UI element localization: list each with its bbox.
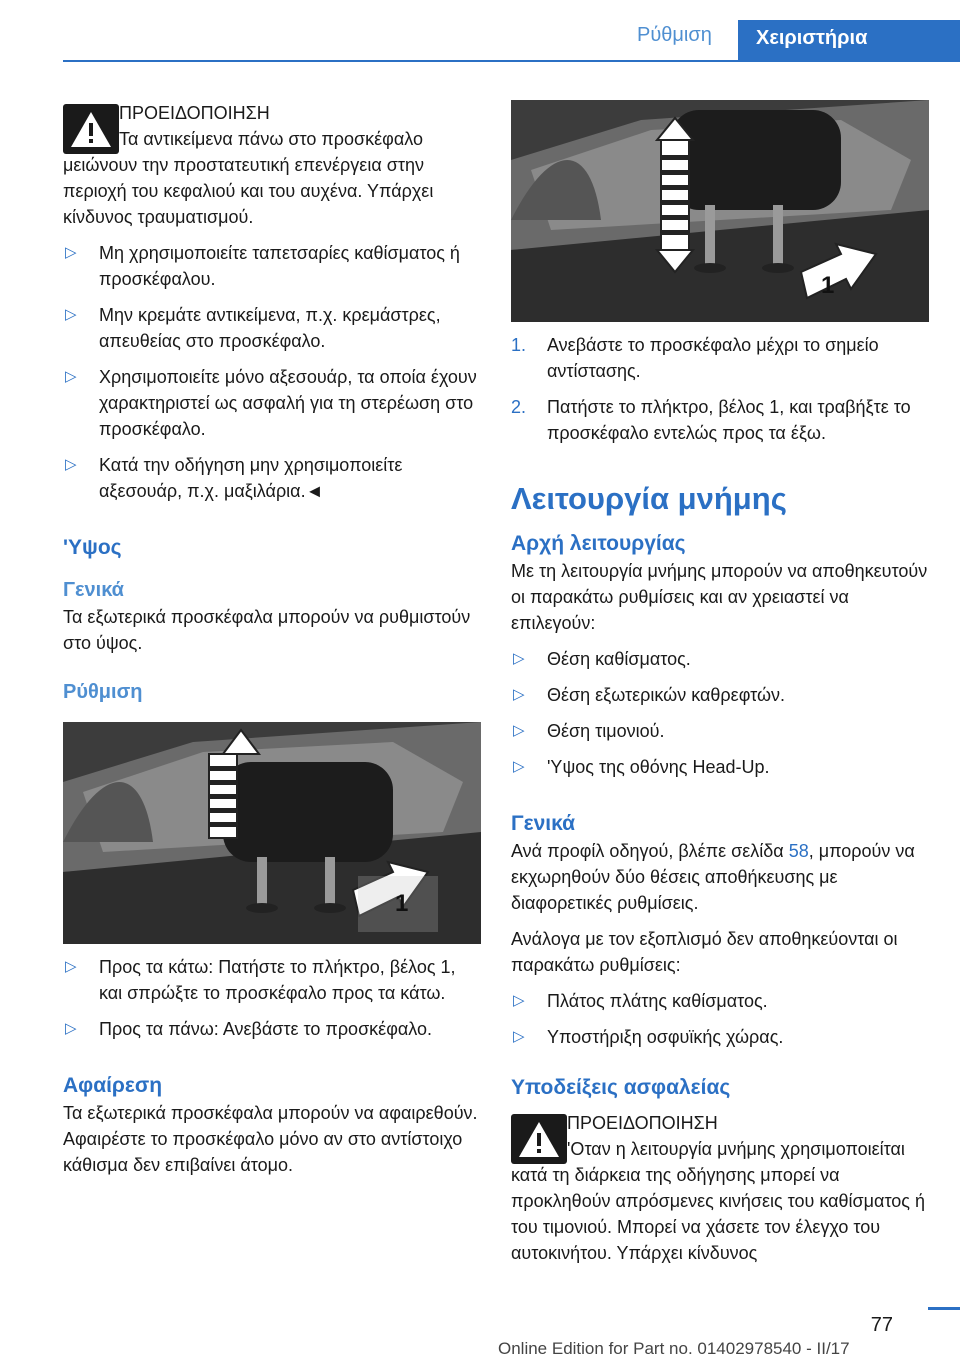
list-item: ▷ Μη χρησιμοποιείτε ταπετσαρίες καθίσματος ή προσκέφαλου. [63, 240, 481, 292]
warning-triangle-icon [511, 1114, 567, 1164]
general-text-end: , μπορούν να εκχωρηθούν δύο θέσεις αποθήκευσης με διαφορετικές ρυθμίσεις. [511, 841, 915, 913]
step-number: 2. [511, 397, 527, 417]
step-text: Πατήστε το πλήκτρο, βέλος 1, και τραβήξτε το προσκέφαλο εντελώς προς τα έξω. [547, 397, 911, 443]
warning-triangle-icon [63, 104, 119, 154]
warning-title: ΠΡΟΕΙΔΟΠΟΙΗΣΗ [567, 1113, 718, 1133]
principle-heading: Αρχή λειτουργίας [511, 532, 686, 555]
removal-heading: Αφαίρεση [63, 1074, 163, 1097]
list-item: ▷ Θέση καθίσματος. [511, 646, 929, 672]
headrest-remove-illustration [511, 100, 929, 322]
list-item [511, 332, 929, 384]
section-tab: Ρύθμιση [637, 24, 712, 46]
callout-number: 1 [395, 890, 409, 917]
removal-text: Τα εξωτερικά προσκέφαλα μπορούν να αφαιρεθούν. Αφαιρέστε το προσκέφαλο μόνο αν στο αντίστοιχο κάθισμα δεν επιβαίνει άτομο. [63, 1103, 478, 1175]
equipment-bullet-list [511, 988, 929, 1050]
left-column [63, 100, 481, 1178]
warning-box [63, 100, 481, 230]
headrest-lower-illustration [63, 722, 481, 944]
chapter-tab: Χειριστήρια [738, 20, 960, 61]
list-item: ▷ Προς τα πάνω: Ανεβάστε το προσκέφαλο. [63, 1016, 481, 1042]
equipment-text: Ανάλογα με τον εξοπλισμό δεν αποθηκεύονται οι παρακάτω ρυθμίσεις: [511, 929, 898, 975]
edition-footer: Online Edition for Part no. 01402978540 - II/17 [498, 1339, 850, 1358]
memory-heading: Λειτουργία μνήμης [511, 481, 787, 516]
general-heading: Γενικά [63, 579, 124, 601]
step-text: Ανεβάστε το προσκέφαλο μέχρι το σημείο αντίστασης. [547, 335, 879, 381]
page-number: 77 [870, 1314, 893, 1336]
list-item: ▷ Χρησιμοποιείτε μόνο αξεσουάρ, τα οποία έχουν χαρακτηριστεί ως ασφαλή για τη στερέωση στο προσκέφαλο. [63, 364, 481, 442]
step-number: 1. [511, 335, 527, 355]
list-item: ▷ 'Υψος της οθόνης Head-Up. [511, 754, 929, 780]
list-item: ▷ Υποστήριξη οσφυϊκής χώρας. [511, 1024, 929, 1050]
list-item [511, 394, 929, 446]
warning-text: 'Οταν η λειτουργία μνήμης χρησιμοποιείται κατά τη διάρκεια της οδήγησης μπορεί να προκληθούν απρόσμενες κινήσεις του καθίσματος ή του τιμονιού. Μπορεί να χάσετε τον έλεγχο του αυτοκινήτου. Υπάρχει κίνδυνος [511, 1139, 925, 1263]
list-item: ▷ Θέση τιμονιού. [511, 718, 929, 744]
list-item: ▷ Θέση εξωτερικών καθρεφτών. [511, 682, 929, 708]
footer-rule [928, 1307, 960, 1310]
page-reference-link[interactable]: 58 [788, 841, 809, 861]
right-column [511, 100, 929, 1266]
general-text-start: Ανά προφίλ οδηγού, βλέπε σελίδα [511, 841, 789, 861]
steps-list [511, 332, 929, 446]
list-item: ▷ Πλάτος πλάτης καθίσματος. [511, 988, 929, 1014]
general-text [511, 838, 929, 916]
list-item: ▷ Μην κρεμάτε αντικείμενα, π.χ. κρεμάστρες, απευθείας στο προσκέφαλο. [63, 302, 481, 354]
principle-text: Με τη λειτουργία μνήμης μπορούν να αποθηκευτούν οι παρακάτω ρυθμίσεις και αν χρειαστεί να επιλεγούν: [511, 561, 928, 633]
adjust-heading: Ρύθμιση [63, 681, 143, 703]
general-heading: Γενικά [511, 812, 576, 835]
page-header [0, 0, 960, 62]
memory-bullet-list [511, 646, 929, 780]
callout-number: 1 [821, 272, 835, 299]
list-item: ▷ Κατά την οδήγηση μην χρησιμοποιείτε αξεσουάρ, π.χ. μαξιλάρια.◄ [63, 452, 481, 504]
safety-heading: Υποδείξεις ασφαλείας [511, 1076, 731, 1099]
warning-bullet-list [63, 240, 481, 504]
general-text: Τα εξωτερικά προσκέφαλα μπορούν να ρυθμιστούν στο ύψος. [63, 607, 471, 653]
warning-title: ΠΡΟΕΙΔΟΠΟΙΗΣΗ [119, 103, 270, 123]
height-heading: 'Υψος [63, 536, 122, 559]
header-rule [63, 60, 960, 62]
adjust-bullet-list [63, 954, 481, 1042]
warning-text: Τα αντικείμενα πάνω στο προσκέφαλο μειώνουν την προστατευτική επενέργεια στην περιοχή του κεφαλιού και του αυχένα. Υπάρχει κίνδυνος τραυματισμού. [63, 129, 434, 227]
warning-box [511, 1110, 929, 1266]
list-item: ▷ Προς τα κάτω: Πατήστε το πλήκτρο, βέλος 1, και σπρώξτε το προσκέφαλο προς τα κάτω. [63, 954, 481, 1006]
